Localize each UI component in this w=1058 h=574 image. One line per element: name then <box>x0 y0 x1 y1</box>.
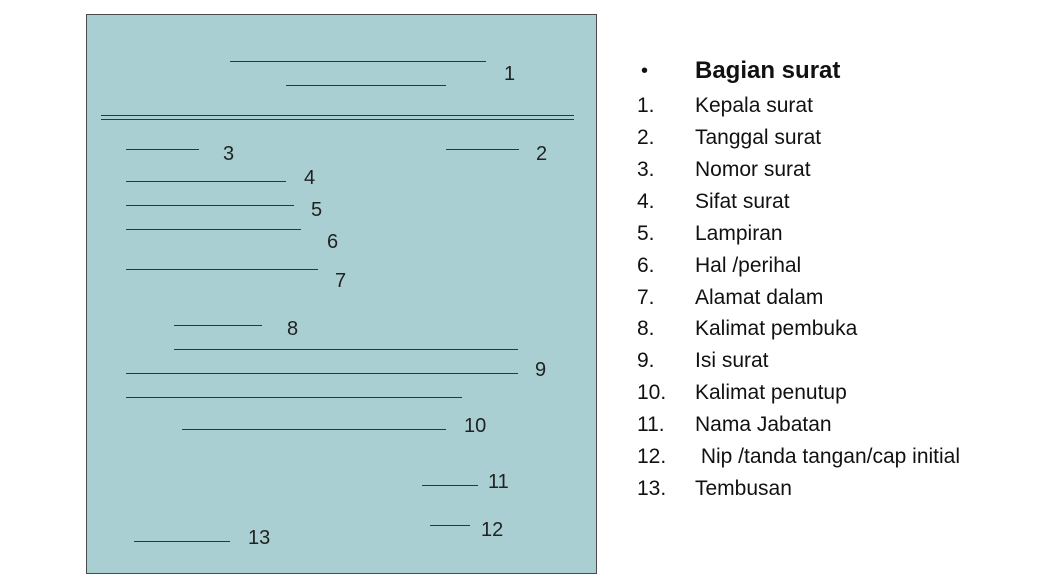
marker-8: 8 <box>287 318 299 340</box>
item-number: 11. <box>637 413 665 436</box>
copy-line <box>134 541 230 542</box>
item-number: 4. <box>637 190 655 213</box>
marker-6: 6 <box>327 231 339 253</box>
item-number: 5. <box>637 222 655 245</box>
legend-heading: Bagian surat <box>695 57 841 84</box>
item-label: Alamat dalam <box>695 286 824 309</box>
item-label: Tanggal surat <box>695 126 822 149</box>
item-number: 2. <box>637 126 655 149</box>
subject-line <box>126 229 301 230</box>
item-label: Tembusan <box>695 477 792 500</box>
item-label: Kepala surat <box>695 94 813 117</box>
item-number: 9. <box>637 349 655 372</box>
marker-1: 1 <box>504 63 516 85</box>
marker-12: 12 <box>481 519 504 541</box>
date-line <box>446 149 519 150</box>
letterhead-divider <box>101 115 574 120</box>
item-number: 6. <box>637 254 655 277</box>
body-line <box>126 373 518 374</box>
marker-7: 7 <box>335 270 347 292</box>
letter-layout-diagram <box>86 14 597 574</box>
marker-4: 4 <box>304 167 316 189</box>
number-line <box>126 149 199 150</box>
item-label: Kalimat pembuka <box>695 317 858 340</box>
item-label: Kalimat penutup <box>695 381 847 404</box>
item-label: Nama Jabatan <box>695 413 832 436</box>
nature-line <box>126 181 286 182</box>
item-number: 8. <box>637 317 655 340</box>
signature-line <box>430 525 470 526</box>
body-line <box>174 349 518 350</box>
item-label: Hal /perihal <box>695 254 802 277</box>
item-label: Isi surat <box>695 349 769 372</box>
item-label: Sifat surat <box>695 190 790 213</box>
item-number: 10. <box>637 381 667 404</box>
item-label: Nomor surat <box>695 158 811 181</box>
letterhead-line <box>286 85 446 86</box>
position-line <box>422 485 478 486</box>
closing-line <box>182 429 446 430</box>
marker-10: 10 <box>464 415 487 437</box>
item-number: 12. <box>637 445 667 468</box>
item-number: 7. <box>637 286 655 309</box>
marker-11: 11 <box>488 471 509 493</box>
item-label: Nip /tanda tangan/cap initial <box>695 445 961 468</box>
marker-13: 13 <box>248 527 271 549</box>
opening-line <box>174 325 262 326</box>
item-number: 3. <box>637 158 655 181</box>
marker-9: 9 <box>535 359 547 381</box>
item-number: 1. <box>637 94 655 117</box>
item-label: Lampiran <box>695 222 783 245</box>
attachment-line <box>126 205 294 206</box>
marker-5: 5 <box>311 199 323 221</box>
address-line <box>126 269 318 270</box>
body-line <box>126 397 462 398</box>
item-number: 13. <box>637 477 667 500</box>
bullet: • <box>641 60 649 82</box>
marker-2: 2 <box>536 143 548 165</box>
letterhead-line <box>230 61 486 62</box>
marker-3: 3 <box>223 143 235 165</box>
